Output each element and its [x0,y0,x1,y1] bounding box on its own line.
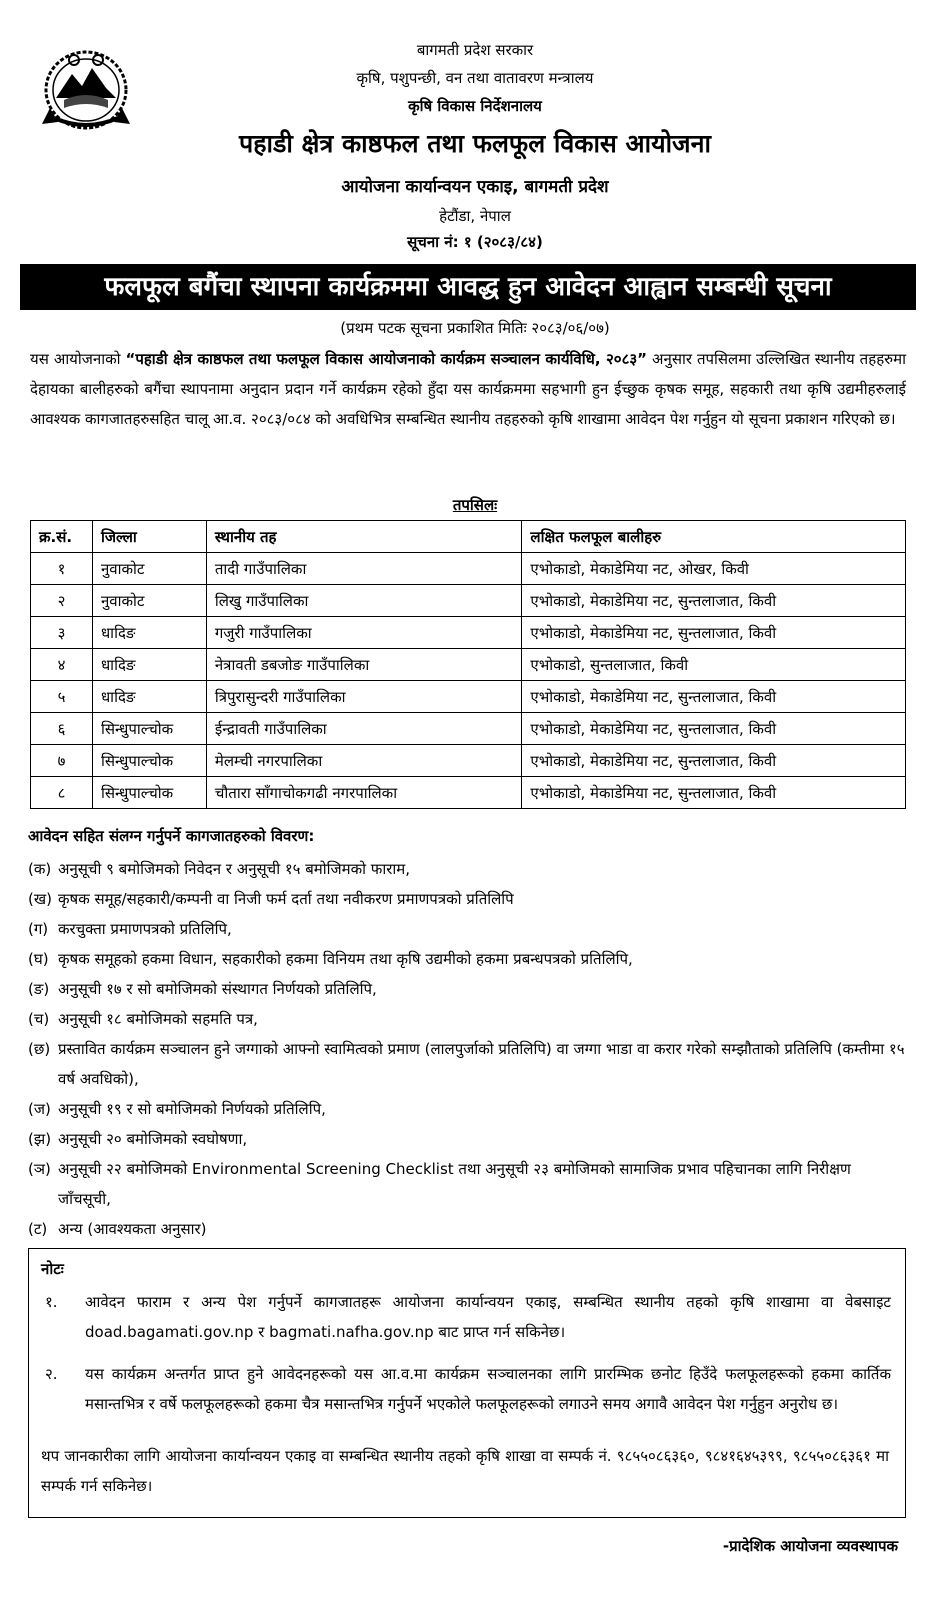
cell-local-level: चौतारा साँगाचोकगढी नगरपालिका [206,777,522,809]
cell-district: सिन्धुपाल्चोक [92,777,206,809]
government-name: बागमती प्रदेश सरकार [416,41,534,59]
table-header-row [31,521,906,553]
list-item [28,1004,908,1034]
cell-crops: एभोकाडो, सुन्तलाजात, किवी [522,649,906,681]
schedule-table [30,520,906,809]
note-text: आवेदन फाराम र अन्य पेश गर्नुपर्ने कागजातहरू आयोजना कार्यान्वयन एकाइ, सम्बन्धित स्थानीय तहको कृषि शाखामा वा वेबसाइट doad.bagamati.gov.np र bagmati.nafha.gov.np बाट प्राप्त गर्न सकिनेछ। [85,1293,891,1341]
location: हेटौंडा, नेपाल [439,207,511,225]
table-row [31,713,906,745]
col-district: जिल्ला [92,521,206,553]
table-row [31,681,906,713]
ministry-name: कृषि, पशुपन्छी, वन तथा वातावरण मन्त्रालय [356,69,594,87]
cell-sn: ५ [31,681,93,713]
cell-district: धादिङ [92,649,206,681]
notice-number: सूचना नं: १ (२०८३/८४) [407,233,543,251]
cell-local-level: ईन्द्रावती गाउँपालिका [206,713,522,745]
item-marker: (क) [28,860,52,878]
cell-local-level: गजुरी गाउँपालिका [206,617,522,649]
signature: -प्रादेशिक आयोजना व्यवस्थापक [722,1537,898,1555]
item-text: अनुसूची १८ बमोजिमको सहमति पत्र, [58,1010,258,1028]
item-marker: (ञ) [28,1160,51,1178]
cell-district: नुवाकोट [92,553,206,585]
cell-crops: एभोकाडो, मेकाडेमिया नट, सुन्तलाजात, किवी [522,713,906,745]
item-text: प्रस्तावित कार्यक्रम सञ्चालन हुने जग्गाको आफ्नो स्वामित्वको प्रमाण (लालपुर्जाको प्रतिलिपि) वा जग्गा भाडा वा करार गरेको सम्झौताको प्रतिलिपि (कम्तीमा १५ वर्ष अवधिको), [58,1040,905,1088]
cell-sn: १ [31,553,93,585]
cell-sn: ८ [31,777,93,809]
item-text: कृषक समूहको हकमा विधान, सहकारीको हकमा विनियम तथा कृषि उद्यमीको हकमा प्रबन्धपत्रको प्रतिलिपि, [58,950,633,968]
item-marker: (च) [28,1010,50,1028]
cell-sn: ३ [31,617,93,649]
item-marker: (ङ) [28,980,50,998]
list-item [28,914,908,944]
cell-local-level: नेत्रावती डबजोङ गाउँपालिका [206,649,522,681]
notes-box [28,1248,906,1518]
item-text: अनुसूची २२ बमोजिमको Environmental Screening Checklist तथा अनुसूची २३ बमोजिमको सामाजिक प्रभाव पहिचानका लागि निरीक्षण जाँचसूची, [58,1160,851,1208]
project-title: पहाडी क्षेत्र काष्ठफल तथा फलफूल विकास आयोजना [239,129,711,158]
list-item [28,1154,908,1214]
note-marker: १. [45,1293,58,1311]
intro-post: अनुसार तपसिलमा उल्लिखित स्थानीय तहहरुमा देहायका बालीहरुको बगैंचा स्थापनामा अनुदान प्रदान गर्ने कार्यक्रम रहेको हुँदा यस कार्यक्रममा सहभागी हुन ईच्छुक कृषक समूह, सहकारी तथा कृषि उद्यमीहरुलाई आवश्यक कागजातहरुसहित चालू आ.व. २०८३/०८४ को अवधिभित्र सम्बन्धित स्थानीय तहहरुको कृषि शाखामा आवेदन पेश गर्नुहुन यो सूचना प्रकाशन गरिएको छ। [30,350,906,428]
col-crops: लक्षित फलफूल बालीहरु [522,521,906,553]
list-item [28,1214,908,1244]
unit-name: आयोजना कार्यान्वयन एकाइ, बागमती प्रदेश [341,177,609,197]
cell-crops: एभोकाडो, मेकाडेमिया नट, सुन्तलाजात, किवी [522,585,906,617]
cell-district: सिन्धुपाल्चोक [92,745,206,777]
cell-sn: ४ [31,649,93,681]
item-marker: (ट) [28,1220,48,1238]
intro-paragraph [30,344,906,434]
item-text: कृषक समूह/सहकारी/कम्पनी वा निजी फर्म दर्ता तथा नवीकरण प्रमाणपत्रको प्रतिलिपि [58,890,514,908]
item-marker: (ख) [28,890,52,908]
note-item [45,1359,891,1419]
table-row [31,777,906,809]
list-item [28,1094,908,1124]
cell-district: नुवाकोट [92,585,206,617]
item-text: करचुक्ता प्रमाणपत्रको प्रतिलिपि, [58,920,232,938]
documents-list [28,854,908,1244]
item-text: अनुसूची २० बमोजिमको स्वघोषणा, [58,1130,248,1148]
cell-sn: २ [31,585,93,617]
cell-crops: एभोकाडो, मेकाडेमिया नट, सुन्तलाजात, किवी [522,617,906,649]
item-text: अनुसूची ९ बमोजिमको निवेदन र अनुसूची १५ बमोजिमको फाराम, [58,860,411,878]
item-marker: (ज) [28,1100,51,1118]
cell-district: धादिङ [92,681,206,713]
note-text: यस कार्यक्रम अन्तर्गत प्राप्त हुने आवेदनहरूको यस आ.व.मा कार्यक्रम सञ्चालनका लागि प्रारम्भिक छनोट हिउँदे फलफूलहरूको हकमा कार्तिक मसान्तभित्र र वर्षे फलफूलहरूको हकमा चैत्र मसान्तभित्र गर्नुपर्ने भएकोले फलफूलहरूको लगाउने समय अगावै आवेदन पेश गर्नुहुन अनुरोध छ। [85,1365,891,1413]
table-row [31,649,906,681]
list-item [28,854,908,884]
list-item [28,974,908,1004]
cell-sn: ७ [31,745,93,777]
cell-district: सिन्धुपाल्चोक [92,713,206,745]
directorate-name: कृषि विकास निर्देशनालय [408,97,542,115]
col-local-level: स्थानीय तह [206,521,522,553]
item-marker: (ग) [28,920,49,938]
list-item [28,944,908,974]
table-title: तपसिलः [452,496,498,514]
publish-date: (प्रथम पटक सूचना प्रकाशित मितिः २०८३/०६/०७) [340,319,610,337]
table-row [31,617,906,649]
cell-crops: एभोकाडो, मेकाडेमिया नट, ओखर, किवी [522,553,906,585]
documents-title: आवेदन सहित संलग्न गर्नुपर्ने कागजातहरुको विवरण: [28,827,315,845]
cell-local-level: तादी गाउँपालिका [206,553,522,585]
cell-sn: ६ [31,713,93,745]
item-text: अनुसूची १९ र सो बमोजिमको निर्णयको प्रतिलिपि, [58,1100,326,1118]
note-marker: २. [45,1365,58,1383]
intro-pre: यस आयोजनाको [30,350,126,368]
item-marker: (छ) [28,1040,51,1058]
note-item [45,1287,891,1347]
item-text: अनुसूची १७ र सो बमोजिमको संस्थागत निर्णयको प्रतिलिपि, [58,980,377,998]
item-marker: (झ) [28,1130,52,1148]
notice-page [22,18,928,1583]
table-row [31,585,906,617]
cell-local-level: मेलम्ची नगरपालिका [206,745,522,777]
list-item [28,1034,908,1094]
contact-info: थप जानकारीका लागि आयोजना कार्यान्वयन एकाइ वा सम्बन्धित स्थानीय तहको कृषि शाखा वा सम्पर्क नं. ९८५५०८६३६०, ९८४१६४५३९९, ९८५५०८६३६१ मा सम्पर्क गर्न सकिनेछ। [41,1447,889,1495]
item-marker: (घ) [28,950,49,968]
cell-crops: एभोकाडो, मेकाडेमिया नट, सुन्तलाजात, किवी [522,681,906,713]
table-row [31,745,906,777]
cell-district: धादिङ [92,617,206,649]
notes-title: नोटः [41,1260,64,1278]
cell-local-level: त्रिपुरासुन्दरी गाउँपालिका [206,681,522,713]
item-text: अन्य (आवश्यकता अनुसार) [58,1220,207,1238]
list-item [28,1124,908,1154]
cell-crops: एभोकाडो, मेकाडेमिया नट, सुन्तलाजात, किवी [522,745,906,777]
cell-crops: एभोकाडो, मेकाडेमिया नट, सुन्तलाजात, किवी [522,777,906,809]
notice-banner: फलफूल बगैंचा स्थापना कार्यक्रममा आवद्ध हुन आवेदन आह्वान सम्बन्धी सूचना [20,264,916,310]
list-item [28,884,908,914]
intro-bold: “पहाडी क्षेत्र काष्ठफल तथा फलफूल विकास आयोजनाको कार्यक्रम सञ्चालन कार्यविधि, २०८३” [125,350,648,368]
table-row [31,553,906,585]
col-sn: क्र.सं. [31,521,93,553]
cell-local-level: लिखु गाउँपालिका [206,585,522,617]
